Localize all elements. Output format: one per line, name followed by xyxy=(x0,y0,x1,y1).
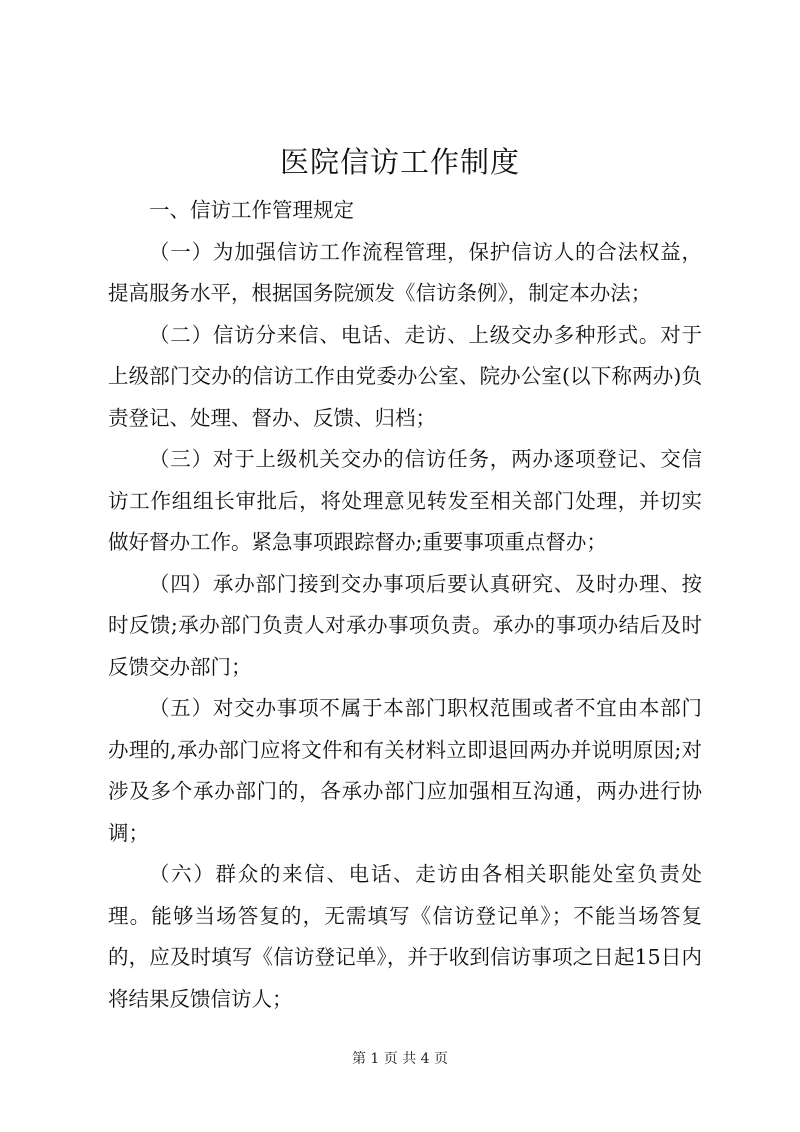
document-body xyxy=(108,190,702,1020)
paragraph-5: （五）对交办事项不属于本部门职权范围或者不宜由本部门办理的,承办部门应将文件和有关材料立即退回两办并说明原因;对涉及多个承办部门的，各承办部门应加强相互沟通，两办进行协调； xyxy=(108,696,702,845)
paragraph-4: （四）承办部门接到交办事项后要认真研究、及时办理、按时反馈;承办部门负责人对承办事项负责。承办的事项办结后及时反馈交办部门； xyxy=(108,571,702,679)
section-heading: 一、信访工作管理规定 xyxy=(149,198,354,222)
document-title: 医院信访工作制度 xyxy=(279,145,520,179)
paragraph-3: （三）对于上级机关交办的信访任务，两办逐项登记、交信访工作组组长审批后，将处理意见转发至相关部门处理，并切实做好督办工作。紧急事项跟踪督办;重要事项重点督办； xyxy=(108,447,702,554)
paragraph-2: （二）信访分来信、电话、走访、上级交办多种形式。对于上级部门交办的信访工作由党委办公室、院办公室(以下称两办)负责登记、处理、督办、反馈、归档； xyxy=(108,322,702,430)
paragraph-6: （六）群众的来信、电话、走访由各相关职能处室负责处理。能够当场答复的，无需填写《信访登记单》；不能当场答复的，应及时填写《信访登记单》，并于收到信访事项之日起15日内将结果反馈信访人； xyxy=(108,862,702,1011)
paragraph-1: （一）为加强信访工作流程管理，保护信访人的合法权益，提高服务水平，根据国务院颁发《信访条例》，制定本办法； xyxy=(108,239,702,305)
page-number: 第 1 页 共 4 页 xyxy=(351,1051,449,1067)
page-footer xyxy=(0,1048,800,1068)
